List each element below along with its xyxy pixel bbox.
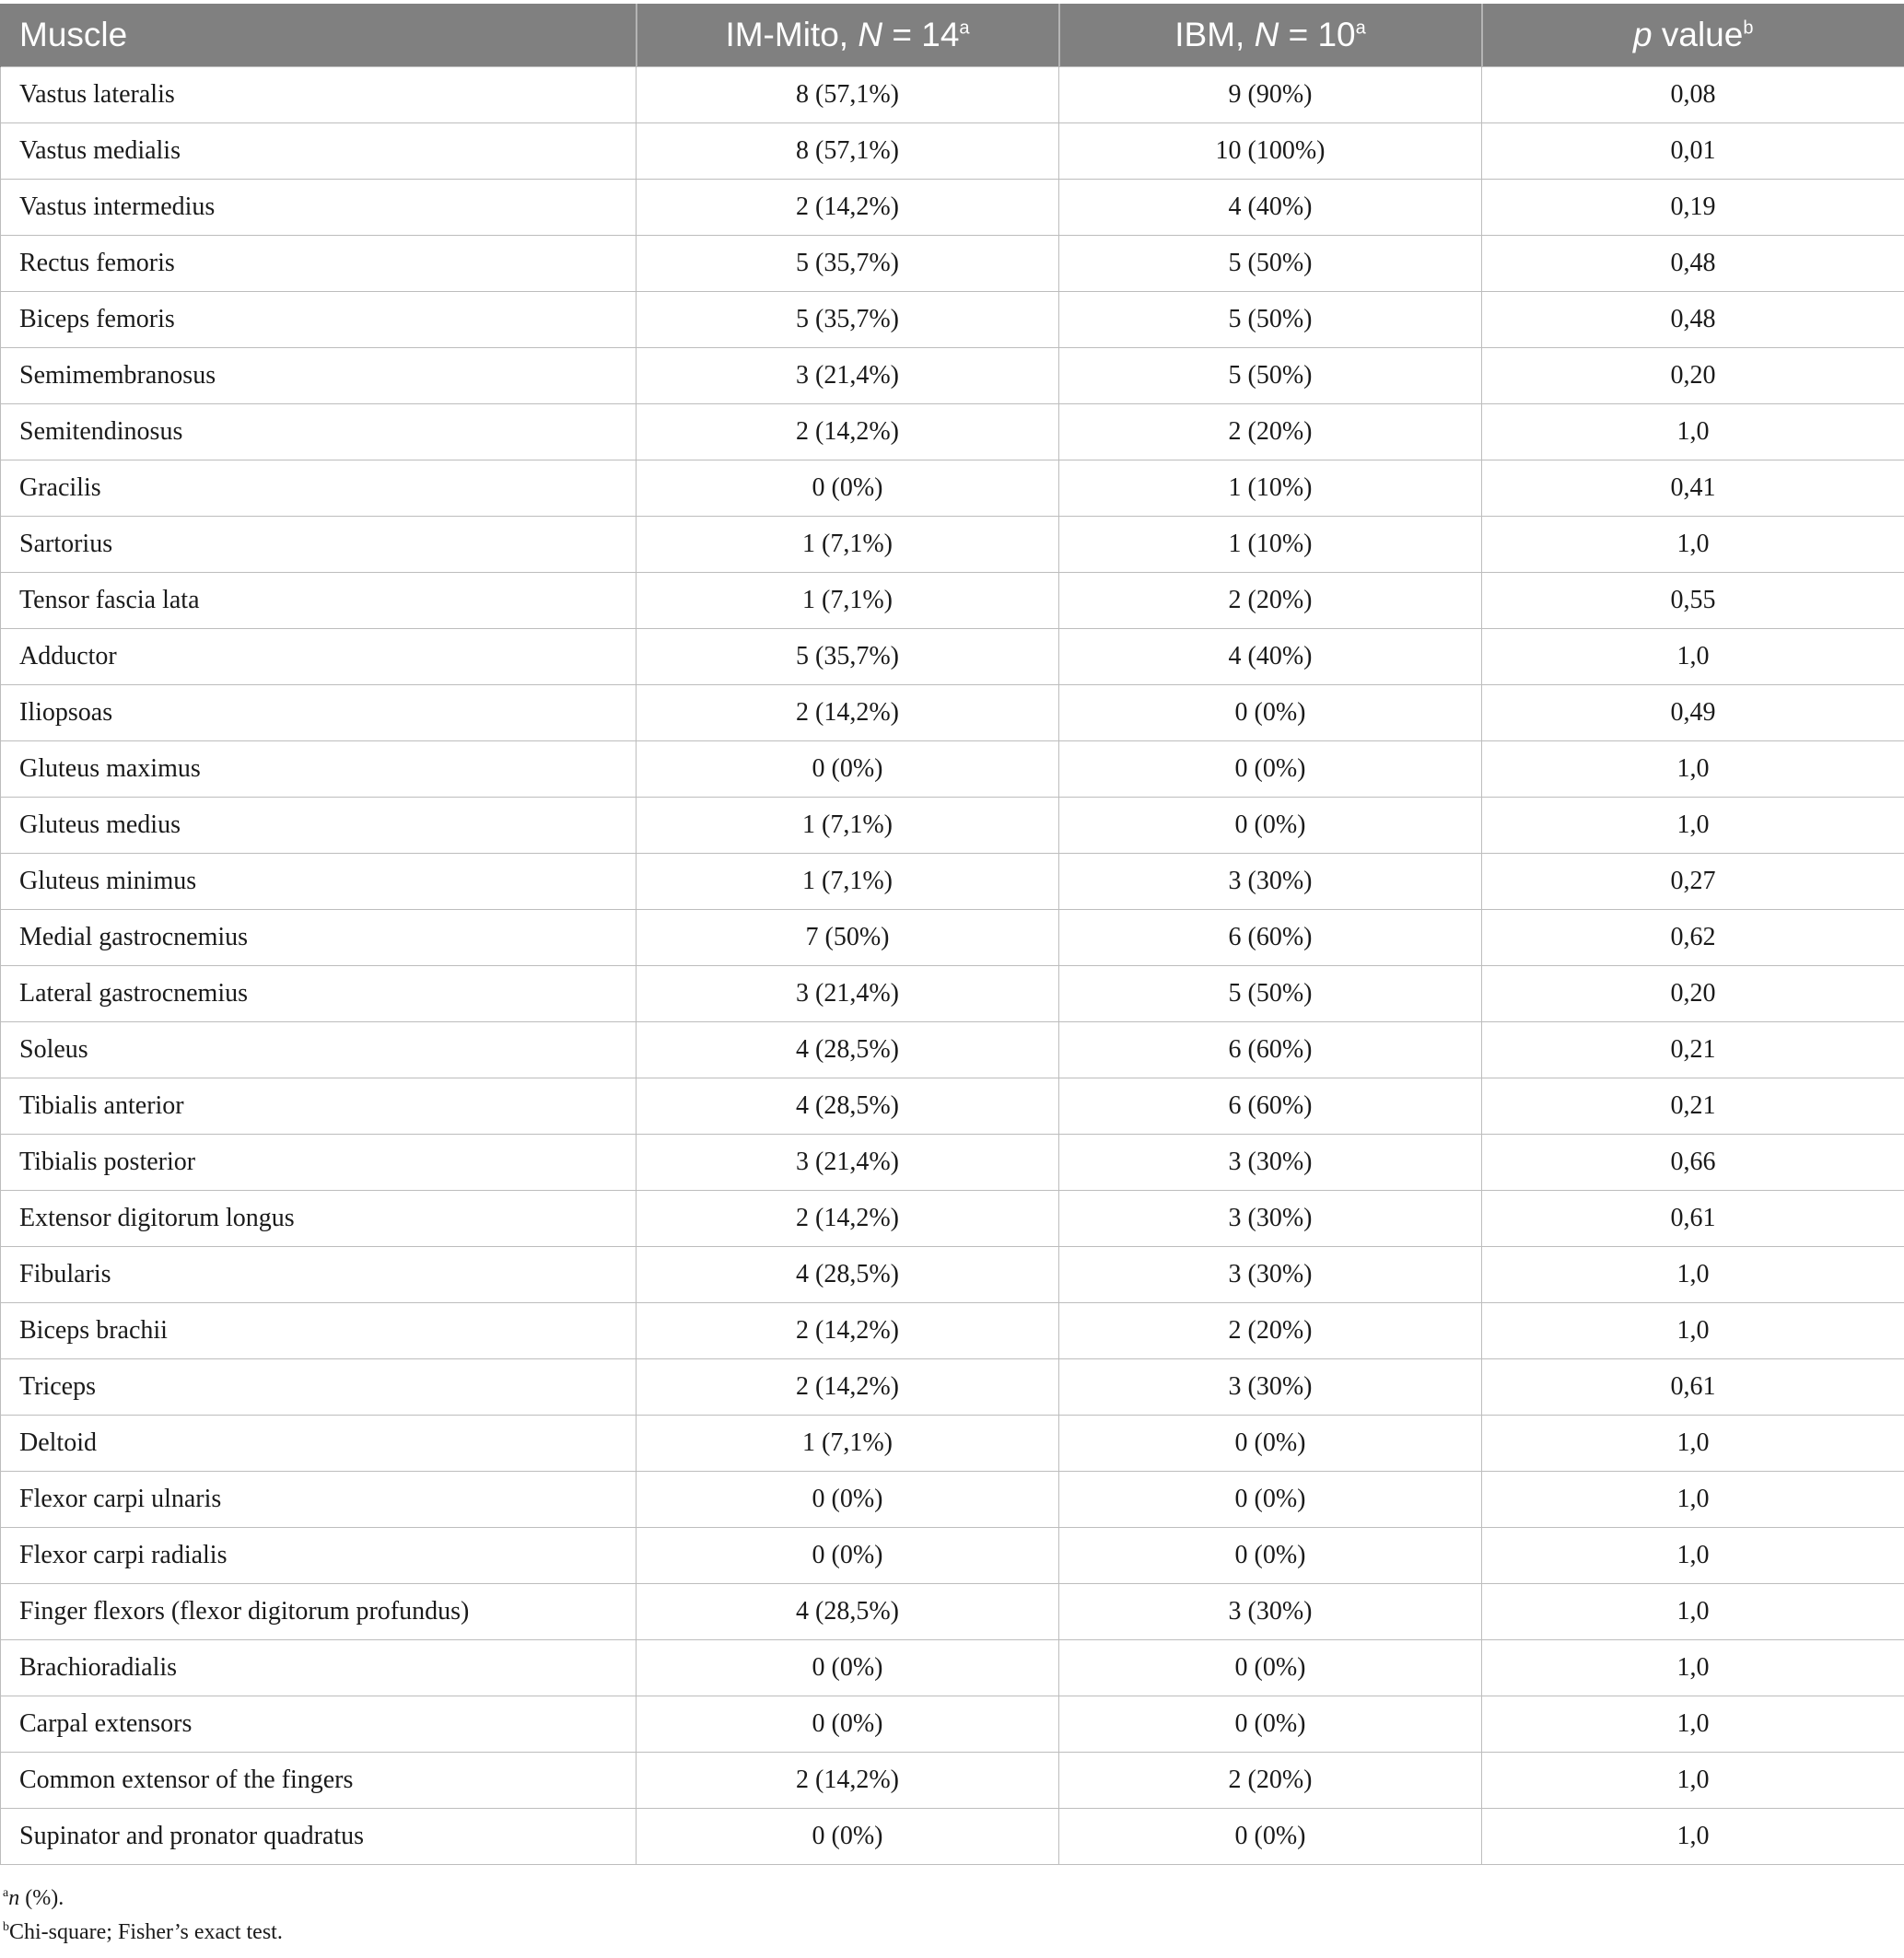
table-body xyxy=(1,67,1904,1865)
muscle-name-cell: Gracilis xyxy=(1,460,637,517)
p-value-cell: 1,0 xyxy=(1482,1416,1904,1472)
ibm-cell: 1 (10%) xyxy=(1059,460,1482,517)
im-mito-cell: 3 (21,4%) xyxy=(637,966,1059,1022)
im-mito-cell: 4 (28,5%) xyxy=(637,1584,1059,1640)
muscle-name-cell: Common extensor of the fingers xyxy=(1,1753,637,1809)
muscle-name-cell: Sartorius xyxy=(1,517,637,573)
table-row xyxy=(1,517,1904,573)
ibm-cell: 4 (40%) xyxy=(1059,629,1482,685)
muscle-name-cell: Biceps brachii xyxy=(1,1303,637,1359)
table-row xyxy=(1,180,1904,236)
muscle-name-cell: Brachioradialis xyxy=(1,1640,637,1696)
ibm-cell: 4 (40%) xyxy=(1059,180,1482,236)
muscle-name-cell: Lateral gastrocnemius xyxy=(1,966,637,1022)
ibm-cell: 5 (50%) xyxy=(1059,348,1482,404)
muscle-name-cell: Vastus medialis xyxy=(1,123,637,180)
im-mito-cell: 2 (14,2%) xyxy=(637,1191,1059,1247)
muscle-name-cell: Iliopsoas xyxy=(1,685,637,741)
table-row xyxy=(1,1078,1904,1135)
ibm-cell: 10 (100%) xyxy=(1059,123,1482,180)
table-row xyxy=(1,67,1904,123)
ibm-cell: 0 (0%) xyxy=(1059,685,1482,741)
muscle-name-cell: Deltoid xyxy=(1,1416,637,1472)
im-mito-cell: 3 (21,4%) xyxy=(637,1135,1059,1191)
muscle-name-cell: Gluteus maximus xyxy=(1,741,637,798)
im-mito-cell: 1 (7,1%) xyxy=(637,854,1059,910)
im-mito-cell: 4 (28,5%) xyxy=(637,1247,1059,1303)
muscle-name-cell: Soleus xyxy=(1,1022,637,1078)
table-row xyxy=(1,1359,1904,1416)
table-row xyxy=(1,236,1904,292)
ibm-cell: 5 (50%) xyxy=(1059,966,1482,1022)
im-mito-cell: 0 (0%) xyxy=(637,1640,1059,1696)
p-value-cell: 1,0 xyxy=(1482,798,1904,854)
table-row xyxy=(1,292,1904,348)
ibm-cell: 3 (30%) xyxy=(1059,1247,1482,1303)
im-mito-cell: 2 (14,2%) xyxy=(637,180,1059,236)
table-row xyxy=(1,966,1904,1022)
p-value-cell: 0,61 xyxy=(1482,1359,1904,1416)
table-row xyxy=(1,1135,1904,1191)
muscle-name-cell: Tibialis posterior xyxy=(1,1135,637,1191)
footnotes xyxy=(0,1882,1904,1950)
im-mito-cell: 4 (28,5%) xyxy=(637,1078,1059,1135)
im-mito-cell: 1 (7,1%) xyxy=(637,517,1059,573)
ibm-cell: 0 (0%) xyxy=(1059,1809,1482,1865)
table-row xyxy=(1,1247,1904,1303)
table-row xyxy=(1,1696,1904,1753)
ibm-cell: 0 (0%) xyxy=(1059,741,1482,798)
p-value-cell: 1,0 xyxy=(1482,1753,1904,1809)
p-value-cell: 0,21 xyxy=(1482,1022,1904,1078)
table-row xyxy=(1,1416,1904,1472)
table-header xyxy=(1,4,1904,67)
table-row xyxy=(1,854,1904,910)
ibm-cell: 3 (30%) xyxy=(1059,1584,1482,1640)
p-value-cell: 0,41 xyxy=(1482,460,1904,517)
table-row xyxy=(1,1191,1904,1247)
ibm-cell: 9 (90%) xyxy=(1059,67,1482,123)
im-mito-cell: 2 (14,2%) xyxy=(637,404,1059,460)
footnote-a: $^a$n (%). xyxy=(3,1886,64,1910)
p-value-cell: 0,49 xyxy=(1482,685,1904,741)
ibm-cell: 0 (0%) xyxy=(1059,1696,1482,1753)
im-mito-cell: 0 (0%) xyxy=(637,1528,1059,1584)
p-value-cell: 1,0 xyxy=(1482,629,1904,685)
im-mito-cell: 7 (50%) xyxy=(637,910,1059,966)
table-row xyxy=(1,1472,1904,1528)
p-value-cell: 1,0 xyxy=(1482,1247,1904,1303)
muscle-name-cell: Rectus femoris xyxy=(1,236,637,292)
muscle-name-cell: Tibialis anterior xyxy=(1,1078,637,1135)
muscle-name-cell: Semitendinosus xyxy=(1,404,637,460)
muscle-name-cell: Tensor fascia lata xyxy=(1,573,637,629)
ibm-cell: 2 (20%) xyxy=(1059,1303,1482,1359)
ibm-cell: 5 (50%) xyxy=(1059,292,1482,348)
p-value-cell: 0,01 xyxy=(1482,123,1904,180)
ibm-cell: 3 (30%) xyxy=(1059,1135,1482,1191)
im-mito-cell: 8 (57,1%) xyxy=(637,67,1059,123)
im-mito-cell: 2 (14,2%) xyxy=(637,1303,1059,1359)
p-value-cell: 1,0 xyxy=(1482,1640,1904,1696)
table-row xyxy=(1,910,1904,966)
im-mito-cell: 8 (57,1%) xyxy=(637,123,1059,180)
im-mito-cell: 2 (14,2%) xyxy=(637,1359,1059,1416)
p-value-cell: 0,21 xyxy=(1482,1078,1904,1135)
im-mito-cell: 2 (14,2%) xyxy=(637,1753,1059,1809)
im-mito-cell: 4 (28,5%) xyxy=(637,1022,1059,1078)
muscle-name-cell: Gluteus medius xyxy=(1,798,637,854)
im-mito-cell: 5 (35,7%) xyxy=(637,629,1059,685)
p-value-cell: 1,0 xyxy=(1482,1584,1904,1640)
muscle-name-cell: Gluteus minimus xyxy=(1,854,637,910)
muscle-name-cell: Flexor carpi ulnaris xyxy=(1,1472,637,1528)
table-row xyxy=(1,1022,1904,1078)
muscle-name-cell: Supinator and pronator quadratus xyxy=(1,1809,637,1865)
muscle-name-cell: Triceps xyxy=(1,1359,637,1416)
im-mito-cell: 0 (0%) xyxy=(637,460,1059,517)
im-mito-cell: 0 (0%) xyxy=(637,1472,1059,1528)
im-mito-cell: 5 (35,7%) xyxy=(637,236,1059,292)
p-value-cell: 1,0 xyxy=(1482,1809,1904,1865)
im-mito-cell: 1 (7,1%) xyxy=(637,1416,1059,1472)
p-value-cell: 1,0 xyxy=(1482,1472,1904,1528)
header-muscle: Muscle xyxy=(1,4,637,67)
p-value-cell: 0,62 xyxy=(1482,910,1904,966)
header-p-value: p value$^b$ xyxy=(1482,4,1904,67)
muscle-name-cell: Vastus lateralis xyxy=(1,67,637,123)
muscle-name-cell: Finger flexors (flexor digitorum profundus) xyxy=(1,1584,637,1640)
p-value-cell: 0,66 xyxy=(1482,1135,1904,1191)
ibm-cell: 1 (10%) xyxy=(1059,517,1482,573)
header-ibm: IBM, $N = 10^a$ xyxy=(1059,4,1482,67)
table-row xyxy=(1,573,1904,629)
table-row xyxy=(1,741,1904,798)
table-row xyxy=(1,629,1904,685)
p-value-cell: 0,27 xyxy=(1482,854,1904,910)
table-row xyxy=(1,685,1904,741)
ibm-cell: 6 (60%) xyxy=(1059,1022,1482,1078)
table-row xyxy=(1,1528,1904,1584)
muscle-name-cell: Semimembranosus xyxy=(1,348,637,404)
ibm-cell: 5 (50%) xyxy=(1059,236,1482,292)
table-row xyxy=(1,123,1904,180)
p-value-cell: 0,48 xyxy=(1482,292,1904,348)
im-mito-cell: 0 (0%) xyxy=(637,741,1059,798)
muscle-name-cell: Medial gastrocnemius xyxy=(1,910,637,966)
p-value-cell: 1,0 xyxy=(1482,517,1904,573)
p-value-cell: 0,19 xyxy=(1482,180,1904,236)
ibm-cell: 0 (0%) xyxy=(1059,1640,1482,1696)
muscle-name-cell: Biceps femoris xyxy=(1,292,637,348)
header-row xyxy=(1,4,1904,67)
im-mito-cell: 0 (0%) xyxy=(637,1809,1059,1865)
ibm-cell: 0 (0%) xyxy=(1059,1416,1482,1472)
header-im-mito: IM-Mito, $N = 14^a$ xyxy=(637,4,1059,67)
muscle-name-cell: Fibularis xyxy=(1,1247,637,1303)
im-mito-cell: 1 (7,1%) xyxy=(637,798,1059,854)
p-value-cell: 0,20 xyxy=(1482,966,1904,1022)
p-value-cell: 0,48 xyxy=(1482,236,1904,292)
p-value-cell: 1,0 xyxy=(1482,741,1904,798)
ibm-cell: 3 (30%) xyxy=(1059,854,1482,910)
ibm-cell: 0 (0%) xyxy=(1059,1528,1482,1584)
p-value-cell: 1,0 xyxy=(1482,1303,1904,1359)
table-row xyxy=(1,348,1904,404)
im-mito-cell: 1 (7,1%) xyxy=(637,573,1059,629)
muscle-name-cell: Extensor digitorum longus xyxy=(1,1191,637,1247)
table-row xyxy=(1,1640,1904,1696)
table-container xyxy=(0,4,1904,1950)
p-value-cell: 0,20 xyxy=(1482,348,1904,404)
ibm-cell: 0 (0%) xyxy=(1059,1472,1482,1528)
p-value-cell: 1,0 xyxy=(1482,1528,1904,1584)
p-value-cell: 1,0 xyxy=(1482,1696,1904,1753)
muscle-involvement-table xyxy=(0,4,1904,1865)
ibm-cell: 6 (60%) xyxy=(1059,1078,1482,1135)
ibm-cell: 2 (20%) xyxy=(1059,404,1482,460)
im-mito-cell: 0 (0%) xyxy=(637,1696,1059,1753)
table-row xyxy=(1,798,1904,854)
p-value-cell: 0,55 xyxy=(1482,573,1904,629)
ibm-cell: 2 (20%) xyxy=(1059,1753,1482,1809)
ibm-cell: 0 (0%) xyxy=(1059,798,1482,854)
im-mito-cell: 5 (35,7%) xyxy=(637,292,1059,348)
table-row xyxy=(1,1303,1904,1359)
muscle-name-cell: Flexor carpi radialis xyxy=(1,1528,637,1584)
ibm-cell: 2 (20%) xyxy=(1059,573,1482,629)
p-value-cell: 0,08 xyxy=(1482,67,1904,123)
footnote-b: $^b$Chi-square; Fisher’s exact test. xyxy=(3,1920,283,1944)
p-value-cell: 0,61 xyxy=(1482,1191,1904,1247)
table-row xyxy=(1,1809,1904,1865)
table-row xyxy=(1,1584,1904,1640)
table-row xyxy=(1,404,1904,460)
ibm-cell: 6 (60%) xyxy=(1059,910,1482,966)
ibm-cell: 3 (30%) xyxy=(1059,1359,1482,1416)
table-row xyxy=(1,1753,1904,1809)
im-mito-cell: 2 (14,2%) xyxy=(637,685,1059,741)
im-mito-cell: 3 (21,4%) xyxy=(637,348,1059,404)
ibm-cell: 3 (30%) xyxy=(1059,1191,1482,1247)
muscle-name-cell: Adductor xyxy=(1,629,637,685)
muscle-name-cell: Carpal extensors xyxy=(1,1696,637,1753)
p-value-cell: 1,0 xyxy=(1482,404,1904,460)
table-row xyxy=(1,460,1904,517)
muscle-name-cell: Vastus intermedius xyxy=(1,180,637,236)
